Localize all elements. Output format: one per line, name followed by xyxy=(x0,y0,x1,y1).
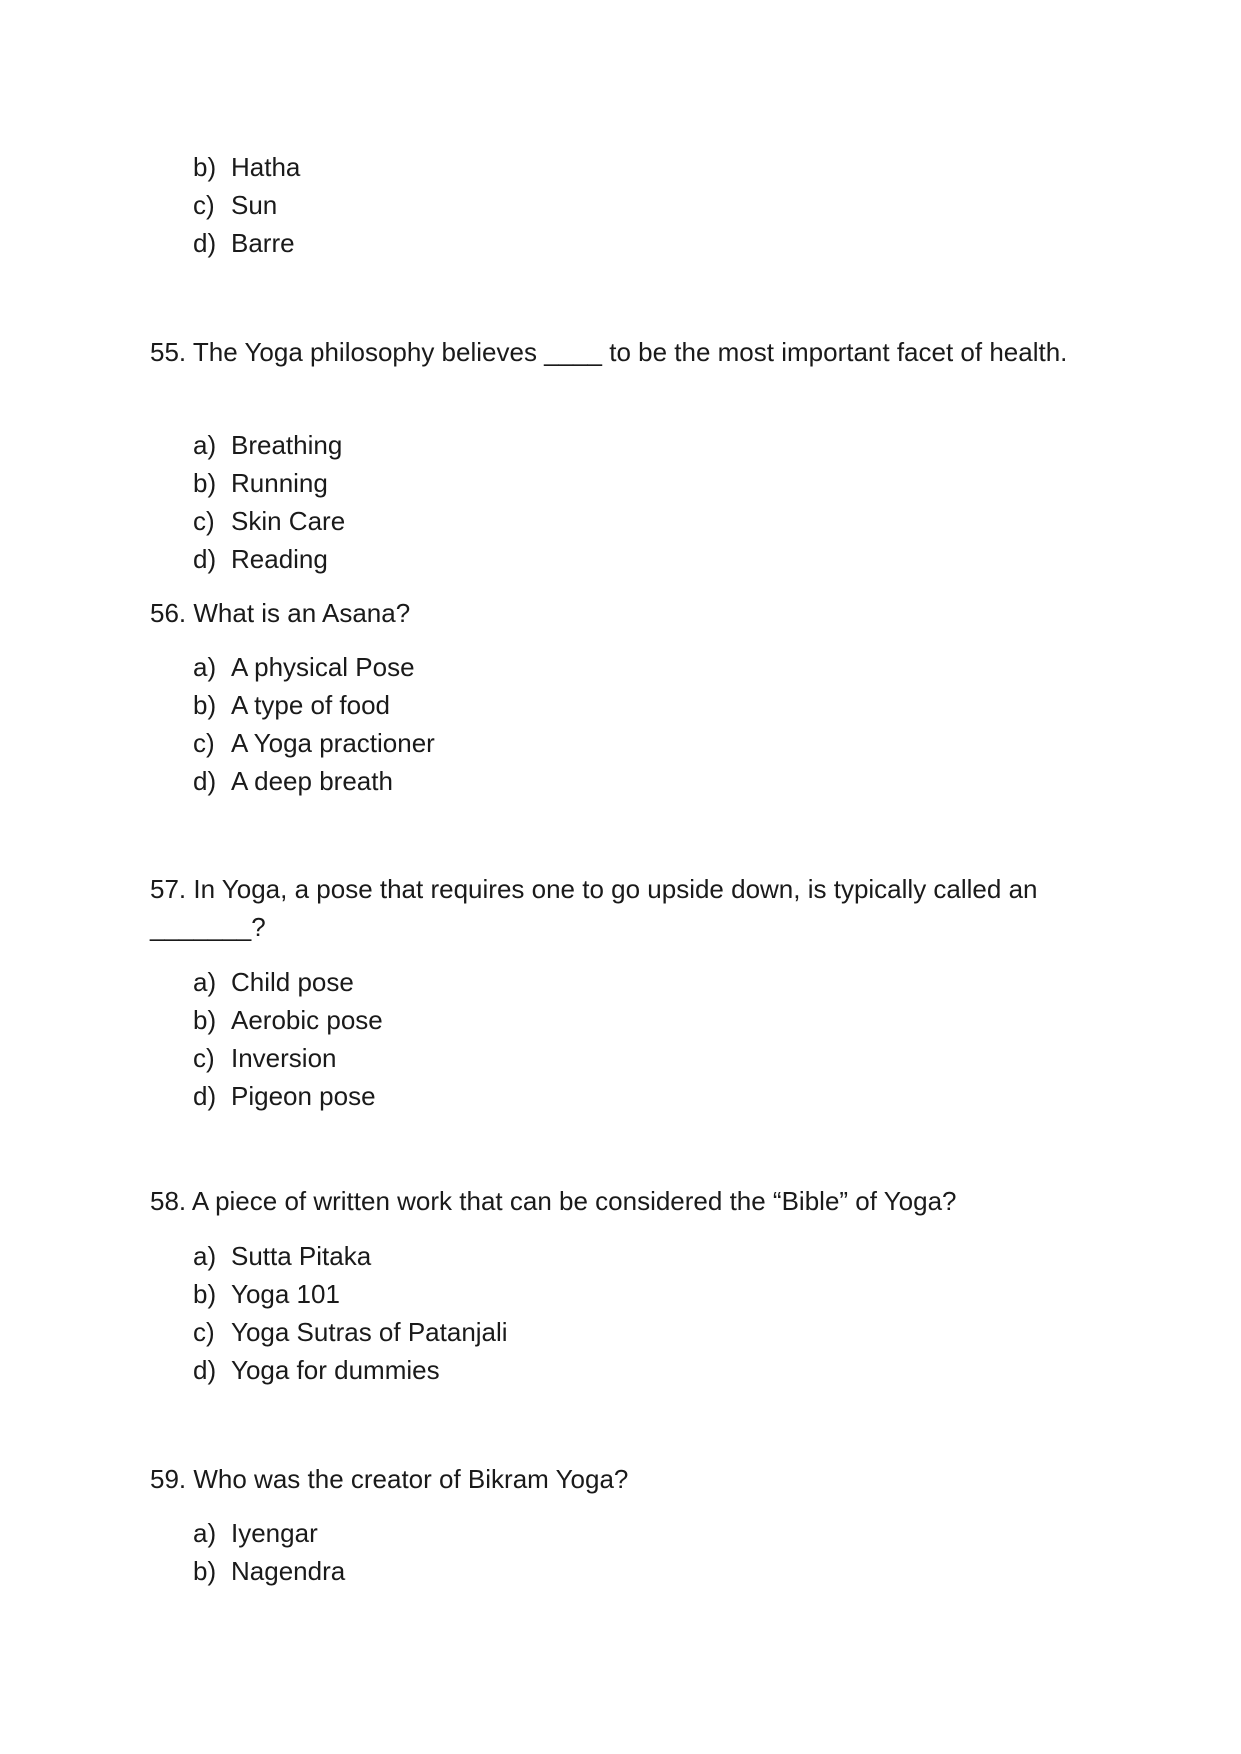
option-54-c xyxy=(193,186,300,224)
option-55-d xyxy=(193,540,345,578)
option-56-d xyxy=(193,762,435,800)
option-text: Running xyxy=(231,468,328,498)
question-57: 57. In Yoga, a pose that requires one to go upside down, is typically called an _______? xyxy=(150,874,1038,942)
options-list-59 xyxy=(193,1514,345,1590)
option-55-a xyxy=(193,426,345,464)
options-list-54 xyxy=(193,148,300,262)
option-letter: c) xyxy=(193,506,215,536)
option-58-c xyxy=(193,1313,508,1351)
question-56: 56. What is an Asana? xyxy=(150,598,411,628)
option-55-b xyxy=(193,464,345,502)
options-list-58 xyxy=(193,1237,508,1389)
option-56-b xyxy=(193,686,435,724)
option-text: Nagendra xyxy=(231,1556,346,1586)
option-56-a xyxy=(193,648,435,686)
option-text: Sutta Pitaka xyxy=(231,1241,372,1271)
option-letter: a) xyxy=(193,1518,217,1548)
option-letter: d) xyxy=(193,766,217,796)
option-text: Aerobic pose xyxy=(231,1005,383,1035)
option-text: Yoga for dummies xyxy=(231,1355,440,1385)
option-text: Iyengar xyxy=(231,1518,318,1548)
option-letter: d) xyxy=(193,1355,217,1385)
option-54-d xyxy=(193,224,300,262)
option-text: Barre xyxy=(231,228,295,258)
option-57-a xyxy=(193,963,383,1001)
option-text: Yoga 101 xyxy=(231,1279,340,1309)
option-text: Skin Care xyxy=(231,506,346,536)
option-57-b xyxy=(193,1001,383,1039)
option-57-d xyxy=(193,1077,383,1115)
option-text: Hatha xyxy=(231,152,301,182)
question-58: 58. A piece of written work that can be considered the “Bible” of Yoga? xyxy=(150,1186,957,1216)
option-letter: d) xyxy=(193,544,217,574)
option-59-a xyxy=(193,1514,345,1552)
option-text: Sun xyxy=(231,190,278,220)
option-letter: a) xyxy=(193,967,217,997)
option-text: Child pose xyxy=(231,967,354,997)
option-letter: a) xyxy=(193,652,217,682)
option-56-c xyxy=(193,724,435,762)
option-letter: b) xyxy=(193,690,217,720)
option-text: Reading xyxy=(231,544,328,574)
question-59: 59. Who was the creator of Bikram Yoga? xyxy=(150,1464,629,1494)
option-letter: c) xyxy=(193,728,215,758)
options-list-56 xyxy=(193,648,435,800)
option-text: Inversion xyxy=(231,1043,337,1073)
option-letter: b) xyxy=(193,1005,217,1035)
option-text: Yoga Sutras of Patanjali xyxy=(231,1317,508,1347)
option-57-c xyxy=(193,1039,383,1077)
option-58-a xyxy=(193,1237,508,1275)
option-text: A Yoga practioner xyxy=(231,728,435,758)
option-58-d xyxy=(193,1351,508,1389)
option-letter: a) xyxy=(193,430,217,460)
option-text: A physical Pose xyxy=(231,652,415,682)
option-letter: a) xyxy=(193,1241,217,1271)
option-letter: b) xyxy=(193,1279,217,1309)
option-text: Breathing xyxy=(231,430,343,460)
option-letter: b) xyxy=(193,468,217,498)
option-59-b xyxy=(193,1552,345,1590)
option-letter: c) xyxy=(193,1043,215,1073)
option-text: A deep breath xyxy=(231,766,393,796)
option-letter: d) xyxy=(193,228,217,258)
option-letter: c) xyxy=(193,1317,215,1347)
options-list-55 xyxy=(193,426,345,578)
option-text: A type of food xyxy=(231,690,391,720)
option-letter: b) xyxy=(193,1556,217,1586)
option-text: Pigeon pose xyxy=(231,1081,376,1111)
options-list-57 xyxy=(193,963,383,1115)
option-letter: b) xyxy=(193,152,217,182)
option-54-b xyxy=(193,148,300,186)
question-55: 55. The Yoga philosophy believes ____ to be the most important facet of health. xyxy=(150,337,1068,367)
option-55-c xyxy=(193,502,345,540)
option-letter: c) xyxy=(193,190,215,220)
option-letter: d) xyxy=(193,1081,217,1111)
option-58-b xyxy=(193,1275,508,1313)
